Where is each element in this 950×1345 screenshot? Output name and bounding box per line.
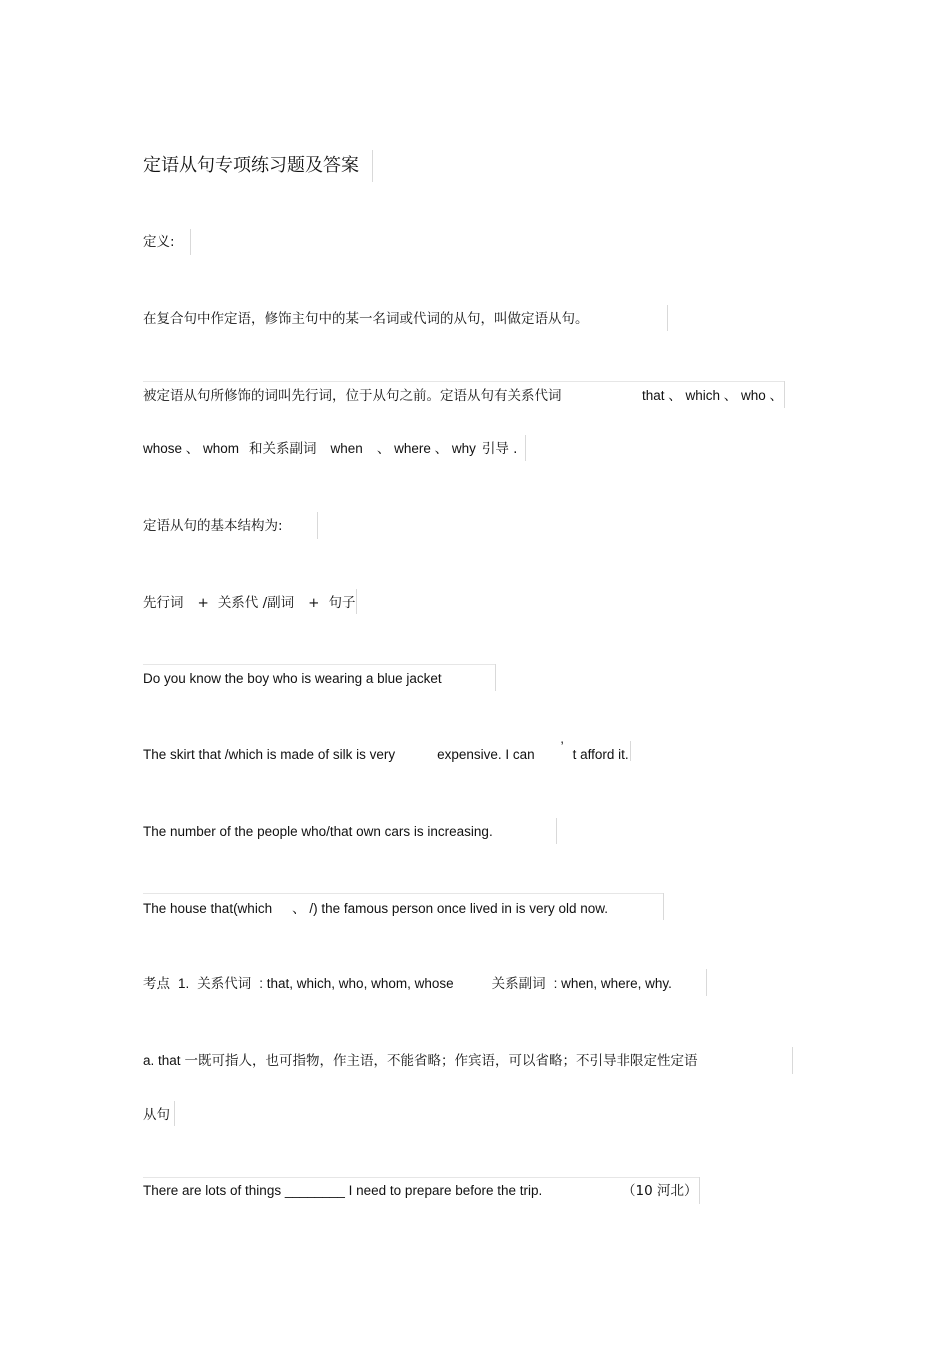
definition-text: 在复合句中作定语，修饰主句中的某一名词或代词的从句，叫做定语从句。: [143, 311, 589, 327]
example-4-part-a: The house that(which: [143, 901, 273, 916]
divider: [792, 1047, 793, 1074]
divider: [495, 664, 496, 691]
exercise-1: [143, 1182, 542, 1200]
formula-relative-word: 关系代 /副词: [217, 595, 295, 611]
divider: [556, 818, 557, 844]
rule-a-line-2: 从句: [143, 1107, 170, 1123]
divider: [174, 1101, 175, 1126]
divider: [143, 893, 663, 894]
exercise-1-source: （10 河北）: [622, 1183, 698, 1199]
antecedent-line-1: [143, 387, 562, 405]
guide-text: 引导 .: [481, 441, 518, 457]
example-2-part-b: expensive. I can: [437, 747, 535, 762]
relative-pronouns-extra: whose 、 whom: [143, 441, 240, 456]
divider: [663, 893, 664, 920]
relative-pronoun-heading: 关系代词: [197, 976, 252, 992]
formula-clause: 句子: [328, 595, 356, 611]
divider: [143, 381, 785, 382]
example-4-part-b: 、 /) the famous person once lived in is very old now.: [292, 901, 608, 916]
test-point-1: [143, 975, 672, 993]
rule-a-explanation: 一既可指人，也可指物，作主语，不能省略；作宾语，可以省略；不引导非限定性定语: [184, 1053, 698, 1069]
test-point-label: 考点: [143, 976, 170, 992]
example-sentence-2: [143, 739, 629, 764]
divider: [630, 741, 631, 761]
divider: [525, 435, 526, 461]
relative-adverbs-list: 、 where 、 why: [376, 441, 476, 456]
relative-pronouns-list: that 、 which 、 who 、: [642, 388, 784, 403]
structure-label: 定语从句的基本结构为:: [143, 518, 283, 534]
relative-pronoun-items: : that, which, who, whom, whose: [259, 976, 454, 991]
test-point-number: 1.: [178, 976, 190, 991]
antecedent-line-1-cn: 被定语从句所修饰的词叫先行词，位于从句之前。定语从句有关系代词: [143, 388, 562, 404]
divider: [706, 969, 707, 996]
example-2-apostrophe: ’: [560, 739, 564, 754]
divider: [784, 381, 785, 408]
divider: [317, 512, 318, 539]
example-2-part-c: t afford it.: [572, 747, 629, 762]
page-title: 定语从句专项练习题及答案: [143, 155, 359, 176]
structure-formula: [143, 594, 355, 612]
relative-adverb-heading: 关系副词: [491, 976, 546, 992]
relative-adverbs-label: 和关系副词: [249, 441, 317, 457]
divider: [667, 305, 668, 331]
example-sentence-4: [143, 900, 608, 918]
rule-a-term: a. that: [143, 1053, 181, 1068]
rule-a-line-1: [143, 1052, 698, 1070]
antecedent-line-2: [143, 440, 517, 458]
formula-plus: +: [197, 595, 209, 611]
example-sentence-1: Do you know the boy who is wearing a blue jacket: [143, 671, 442, 686]
example-2-part-a: The skirt that /which is made of silk is very: [143, 747, 396, 762]
divider: [372, 150, 373, 182]
divider: [143, 664, 495, 665]
divider: [356, 589, 357, 614]
divider: [143, 1177, 699, 1178]
relative-adverb-when: when: [330, 441, 363, 456]
formula-antecedent: 先行词: [143, 595, 184, 611]
formula-plus: +: [308, 595, 320, 611]
divider: [699, 1177, 700, 1204]
definition-label: 定义:: [143, 234, 175, 250]
divider: [190, 229, 191, 255]
relative-adverb-items: : when, where, why.: [553, 976, 672, 991]
exercise-1-sentence: There are lots of things ________ I need to prepare before the trip.: [143, 1183, 543, 1198]
example-sentence-3: The number of the people who/that own cars is increasing.: [143, 824, 493, 839]
